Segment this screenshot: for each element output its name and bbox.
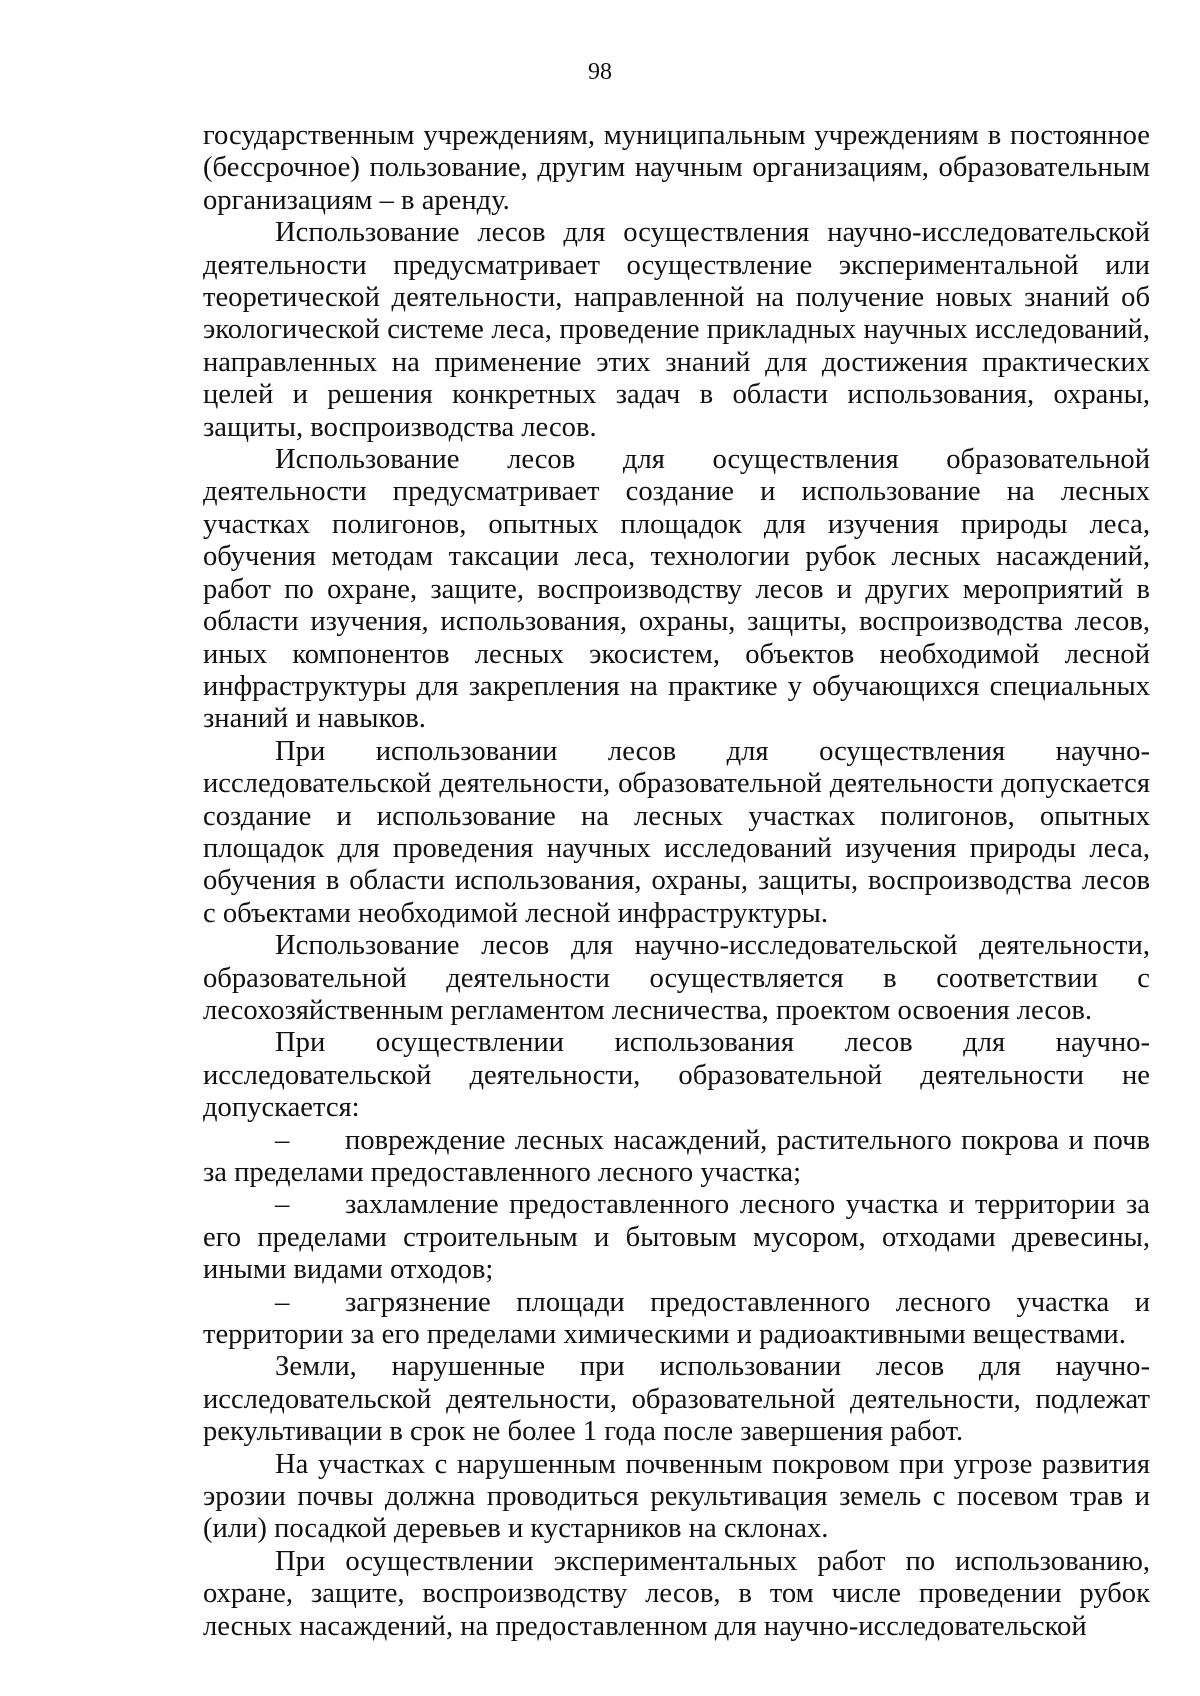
list-item-text: повреждение лесных насаждений, растительного покрова и почв за пределами предоставленного лесного участка; xyxy=(203,1124,1150,1188)
paragraph: При использовании лесов для осуществления научно-исследовательской деятельности, образовательной деятельности допускается создание и использование на лесных участках полигонов, опытных площадок для проведения научных исследований изучения природы леса, обучения в области использования, охраны, защиты, воспроизводства лесов с объектами необходимой лесной инфраструктуры. xyxy=(203,735,1150,929)
list-item-text: захламление предоставленного лесного участка и территории за его пределами строительным и бытовым мусором, отходами древесины, иными видами отходов; xyxy=(203,1189,1150,1286)
list-dash: – xyxy=(275,1124,290,1156)
list-item xyxy=(203,1189,1150,1286)
list-item xyxy=(203,1287,1150,1352)
list-dash: – xyxy=(275,1189,290,1221)
paragraph: При осуществлении использования лесов для научно-исследовательской деятельности, образовательной деятельности не допускается: xyxy=(203,1027,1150,1124)
paragraph: Использование лесов для осуществления образовательной деятельности предусматривает создание и использование на лесных участках полигонов, опытных площадок для изучения природы леса, обучения методам таксации леса, технологии рубок лесных насаждений, работ по охране, защите, воспроизводству лесов и других мероприятий в области изучения, использования, охраны, защиты, воспроизводства лесов, иных компонентов лесных экосистем, объектов необходимой лесной инфраструктуры для закрепления на практике у обучающихся специальных знаний и навыков. xyxy=(203,444,1150,735)
paragraph: На участках с нарушенным почвенным покровом при угрозе развития эрозии почвы должна проводиться рекультивация земель с посевом трав и (или) посадкой деревьев и кустарников на склонах. xyxy=(203,1448,1150,1545)
page-number: 98 xyxy=(588,59,612,85)
document-body xyxy=(203,120,1150,1643)
list-item xyxy=(203,1125,1150,1190)
list-item-text: загрязнение площади предоставленного лесного участка и территории за его пределами химическими и радиоактивными веществами. xyxy=(203,1286,1150,1351)
paragraph: При осуществлении экспериментальных работ по использованию, охране, защите, воспроизводству лесов, в том числе проведении рубок лесных насаждений, на предоставленном для научно-исследовательской xyxy=(203,1545,1150,1642)
paragraph: Использование лесов для научно-исследовательской деятельности, образовательной деятельности осуществляется в соответствии с лесохозяйственным регламентом лесничества, проектом освоения лесов. xyxy=(203,930,1150,1026)
paragraph-continuation: государственным учреждениям, муниципальным учреждениям в постоянное (бессрочное) пользование, другим научным организациям, образовательным организациям – в аренду. xyxy=(203,120,1150,216)
paragraph: Земли, нарушенные при использовании лесов для научно-исследовательской деятельности, образовательной деятельности, подлежат рекультивации в срок не более 1 года после завершения работ. xyxy=(203,1351,1150,1448)
list-dash: – xyxy=(275,1286,290,1318)
paragraph: Использование лесов для осуществления научно-исследовательской деятельности предусматривает осуществление экспериментальной или теоретической деятельности, направленной на получение новых знаний об экологической системе леса, проведение прикладных научных исследований, направленных на применение этих знаний для достижения практических целей и решения конкретных задач в области использования, охраны, защиты, воспроизводства лесов. xyxy=(203,217,1150,443)
